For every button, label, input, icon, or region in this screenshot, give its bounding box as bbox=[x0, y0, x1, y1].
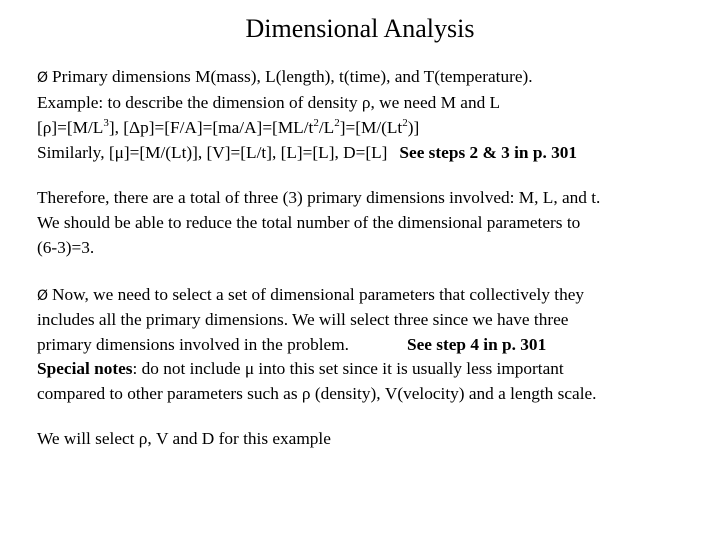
text-select-set: Now, we need to select a set of dimensional parameters that collectively they bbox=[52, 285, 585, 304]
reference-steps-2-3: See steps 2 & 3 in p. 301 bbox=[399, 143, 578, 162]
bullet-arrow-icon: Ø bbox=[37, 288, 49, 304]
superscript: 2 bbox=[402, 117, 408, 130]
text-primary-dimensions: Primary dimensions M(mass), L(length), t(time), and T(temperature). bbox=[52, 67, 533, 86]
formula-part: ]=[M/(Lt bbox=[339, 118, 403, 137]
special-notes-label: Special notes bbox=[37, 359, 133, 378]
text-compared-to: compared to other parameters such as ρ (density), V(velocity) and a length scale. bbox=[37, 384, 597, 403]
text-special-notes bbox=[37, 358, 564, 380]
text-similarly bbox=[37, 142, 577, 164]
bullet-line-primary-dimensions bbox=[37, 66, 533, 89]
formula-part: [ρ]=[M/L bbox=[37, 118, 104, 137]
formula-part: )] bbox=[407, 118, 420, 137]
reference-step-4: See step 4 in p. 301 bbox=[406, 335, 547, 354]
bullet-arrow-icon: Ø bbox=[37, 70, 49, 86]
text-six-minus-three: (6-3)=3. bbox=[37, 238, 95, 257]
text-includes-primary: includes all the primary dimensions. We will select three since we have three bbox=[37, 310, 569, 329]
text-primary-involved-body: primary dimensions involved in the problem. bbox=[37, 335, 349, 354]
text-reduce-parameters: We should be able to reduce the total number of the dimensional parameters to bbox=[37, 213, 581, 232]
text-similarly-formula: Similarly, [μ]=[M/(Lt)], [V]=[L/t], [L]=[L], D=[L] bbox=[37, 143, 388, 162]
formula-part: /L bbox=[318, 118, 335, 137]
bullet-line-select-set bbox=[37, 284, 584, 307]
special-notes-body: : do not include μ into this set since it is usually less important bbox=[132, 359, 564, 378]
text-primary-involved bbox=[37, 334, 546, 356]
formula-part: ], [Δp]=[F/A]=[ma/A]=[ML/t bbox=[108, 118, 314, 137]
text-density-formula bbox=[37, 117, 419, 139]
text-example-density: Example: to describe the dimension of density ρ, we need M and L bbox=[37, 93, 501, 112]
superscript: 2 bbox=[313, 117, 319, 130]
superscript: 3 bbox=[103, 117, 109, 130]
text-we-will-select: We will select ρ, V and D for this example bbox=[37, 429, 331, 448]
slide-title: Dimensional Analysis bbox=[245, 14, 475, 43]
superscript: 2 bbox=[334, 117, 340, 130]
text-therefore: Therefore, there are a total of three (3) primary dimensions involved: M, L, and t. bbox=[37, 188, 601, 207]
